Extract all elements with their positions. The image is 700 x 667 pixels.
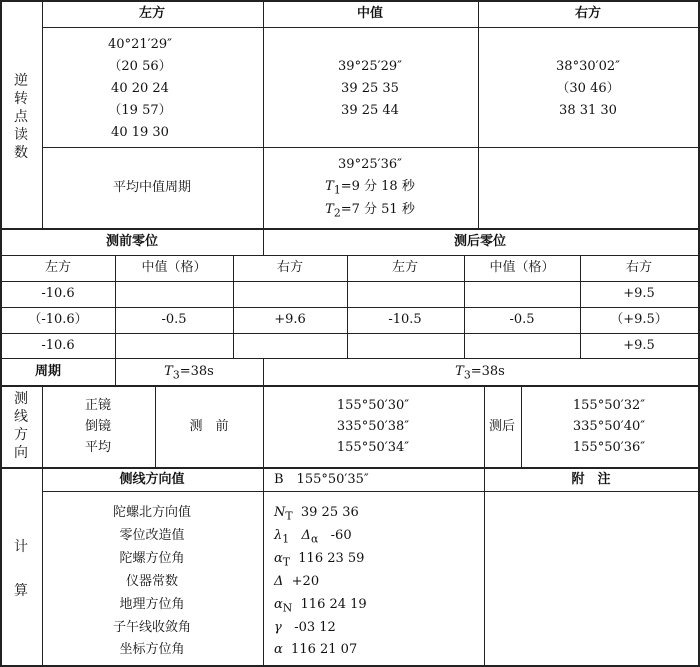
survey-side-label: 测线方向: [14, 391, 28, 461]
middle-reading: 39 25 44: [341, 103, 399, 118]
line: [0, 333, 700, 334]
t1-text: =9 分 18 秒: [340, 179, 415, 194]
survey-row-label: 平均: [84, 440, 112, 455]
line: [263, 358, 264, 385]
calc-side-label-top: 计: [14, 539, 28, 555]
line: [0, 358, 700, 359]
left-reading: 40 19 30: [111, 125, 169, 140]
calc-number: -03 12: [294, 620, 336, 635]
t3-before-symbol: T: [164, 364, 173, 379]
calc-header-label: 侧线方向值: [119, 472, 185, 487]
calc-number-2: -60: [330, 528, 352, 543]
middle-reading: 39 25 35: [341, 81, 399, 96]
zero-cell: +9.6: [274, 312, 306, 327]
calc-number: 116 23 59: [298, 551, 365, 566]
calc-item-value: [274, 551, 364, 571]
line: [263, 467, 264, 667]
average-middle-value: 39°25′36″: [338, 157, 402, 172]
calc-number: 116 24 19: [300, 597, 367, 612]
t3-after-subscript: 3: [463, 368, 471, 382]
period-label: 周期: [34, 364, 62, 379]
calc-item-label: 零位改造值: [119, 528, 185, 543]
zero-subheader: 中值（格）: [141, 260, 207, 275]
calc-symbol: α: [274, 597, 283, 612]
calc-subscript: T: [285, 509, 293, 523]
survey-after-value: 155°50′32″: [572, 398, 646, 413]
calc-item-value: [274, 642, 357, 658]
t2-period: [325, 202, 415, 222]
calc-subscript: T: [282, 555, 291, 569]
t3-before-text: =38s: [179, 364, 214, 379]
zero-cell: +9.5: [623, 286, 655, 301]
survey-before-label: 测 前: [189, 419, 229, 434]
line: [484, 385, 485, 467]
calc-number: +20: [291, 574, 320, 589]
zero-cell: -0.5: [161, 312, 187, 327]
line: [155, 385, 156, 467]
average-period-label: 平均中值周期: [112, 180, 192, 195]
survey-row-label: 倒镜: [84, 419, 112, 434]
t1-period: [325, 179, 415, 199]
calc-item-label: 陀螺方位角: [119, 551, 185, 566]
t2-subscript: 2: [333, 206, 341, 220]
zero-subheader: 左方: [391, 260, 419, 275]
line: [263, 385, 264, 467]
line: [484, 467, 485, 667]
calc-number: 39 25 36: [300, 505, 359, 520]
zero-subheader: 右方: [276, 260, 304, 275]
right-reading: 38 31 30: [559, 103, 617, 118]
line: [42, 491, 698, 492]
calc-item-label: 地理方位角: [119, 597, 185, 612]
survey-after-label: 测后: [488, 419, 516, 434]
zero-cell: -10.5: [388, 312, 422, 327]
line: [263, 0, 264, 228]
calc-subscript: N: [282, 601, 293, 615]
calc-item-value: [274, 574, 319, 590]
calc-symbol: α: [274, 642, 283, 657]
line: [521, 385, 522, 467]
calc-symbol: γ: [274, 620, 282, 635]
header-right: 右方: [574, 6, 602, 21]
reversal-side-label: 逆转点读数: [14, 73, 28, 161]
calc-subscript: 1: [282, 532, 290, 546]
calc-symbol: α: [274, 551, 283, 566]
line: [42, 27, 698, 28]
survey-before-value: 335°50′38″: [336, 419, 410, 434]
survey-before-value: 155°50′34″: [336, 440, 410, 455]
right-reading: 38°30′02″: [556, 59, 620, 74]
t3-before-subscript: 3: [172, 368, 180, 382]
zero-subheader: 中值（格）: [489, 260, 555, 275]
calc-item-label: 子午线收敛角: [112, 620, 192, 635]
survey-after-value: 155°50′36″: [572, 440, 646, 455]
calc-item-value: [274, 505, 359, 525]
calc-item-value: [274, 620, 336, 636]
zero-cell: （-10.6）: [28, 312, 88, 327]
line: [0, 255, 700, 256]
calc-item-label: 仪器常数: [125, 574, 179, 589]
calc-item-value: [274, 528, 352, 548]
zero-cell: -10.6: [41, 286, 75, 301]
line: [263, 228, 264, 255]
t1-symbol: T: [325, 179, 334, 194]
zero-cell: +9.5: [623, 338, 655, 353]
zero-cell: -10.6: [41, 338, 75, 353]
t2-symbol: T: [325, 202, 334, 217]
t3-after: [455, 364, 505, 384]
t2-text: =7 分 51 秒: [340, 202, 415, 217]
middle-reading: 39°25′29″: [338, 59, 402, 74]
line: [42, 467, 43, 667]
line: [478, 0, 479, 228]
calc-symbol: N: [274, 505, 286, 520]
zero-before-label: 测前零位: [105, 234, 159, 249]
left-reading: （20 56）: [108, 59, 172, 74]
line: [0, 385, 700, 387]
line: [42, 0, 43, 228]
survey-after-value: 335°50′40″: [572, 419, 646, 434]
line: [0, 281, 700, 282]
calc-item-label: 坐标方位角: [119, 642, 185, 657]
t3-after-text: =38s: [470, 364, 505, 379]
header-middle: 中值: [356, 6, 384, 21]
t1-subscript: 1: [333, 183, 341, 197]
calc-symbol-2: Δ: [301, 528, 311, 543]
line: [0, 467, 700, 469]
line: [0, 228, 700, 230]
right-reading: （30 46）: [556, 81, 620, 96]
zero-after-label: 测后零位: [453, 234, 507, 249]
calc-number: 116 21 07: [291, 642, 358, 657]
line: [42, 147, 698, 148]
notes-label: 附 注: [571, 472, 611, 487]
calc-subscript-2: α: [310, 532, 319, 546]
zero-subheader: 左方: [44, 260, 72, 275]
left-reading: 40°21′29″: [108, 37, 172, 52]
zero-cell: -0.5: [509, 312, 535, 327]
calc-side-label-bottom: 算: [14, 583, 28, 599]
zero-subheader: 右方: [625, 260, 653, 275]
survey-before-value: 155°50′30″: [336, 398, 410, 413]
calc-item-value: [274, 597, 367, 617]
line: [115, 358, 116, 385]
zero-cell: （+9.5）: [610, 312, 668, 327]
calc-symbol: λ: [274, 528, 283, 543]
line: [42, 385, 43, 467]
line: [0, 307, 700, 308]
left-reading: 40 20 24: [111, 81, 169, 96]
survey-row-label: 正镜: [84, 398, 112, 413]
t3-after-symbol: T: [455, 364, 464, 379]
calc-header-value: B 155°50′35″: [274, 472, 369, 487]
t3-before: [164, 364, 214, 384]
left-reading: （19 57）: [108, 103, 172, 118]
calc-symbol: Δ: [274, 574, 284, 589]
calc-item-label: 陀螺北方向值: [112, 505, 192, 520]
border-top: [0, 0, 700, 2]
header-left: 左方: [138, 6, 166, 21]
